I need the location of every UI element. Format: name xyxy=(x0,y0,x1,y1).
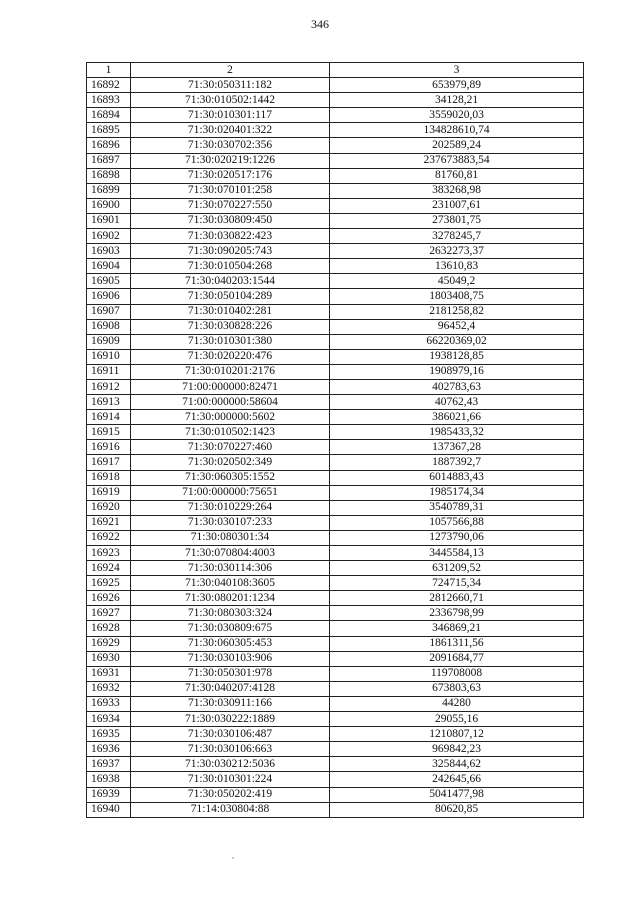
table-row xyxy=(87,108,584,123)
row-number-cell: 16915 xyxy=(87,425,131,440)
table-row xyxy=(87,229,584,244)
row-number-cell: 16922 xyxy=(87,530,131,545)
table-row xyxy=(87,395,584,410)
cadastral-number-cell: 71:30:020517:176 xyxy=(131,168,330,183)
table-row xyxy=(87,364,584,379)
row-number-cell: 16892 xyxy=(87,78,131,93)
cadastral-value-cell: 1273790,06 xyxy=(330,530,584,545)
row-number-cell: 16895 xyxy=(87,123,131,138)
table-row xyxy=(87,561,584,576)
row-number-cell: 16916 xyxy=(87,440,131,455)
cadastral-number-cell: 71:30:010402:281 xyxy=(131,304,330,319)
cadastral-number-cell: 71:30:070227:460 xyxy=(131,440,330,455)
table-row xyxy=(87,289,584,304)
row-number-cell: 16930 xyxy=(87,651,131,666)
cadastral-number-cell: 71:30:020502:349 xyxy=(131,455,330,470)
cadastral-value-cell: 3559020,03 xyxy=(330,108,584,123)
cadastral-number-cell: 71:30:070804:4003 xyxy=(131,546,330,561)
cadastral-value-cell: 202589,24 xyxy=(330,138,584,153)
row-number-cell: 16910 xyxy=(87,349,131,364)
row-number-cell: 16904 xyxy=(87,259,131,274)
table-row xyxy=(87,666,584,681)
table-row xyxy=(87,379,584,394)
page-number: 346 xyxy=(311,17,329,31)
cadastral-number-cell: 71:30:030809:675 xyxy=(131,621,330,636)
table-row xyxy=(87,787,584,802)
column-header-2: 2 xyxy=(131,63,330,78)
cadastral-value-cell: 631209,52 xyxy=(330,561,584,576)
table-row xyxy=(87,440,584,455)
row-number-cell: 16936 xyxy=(87,742,131,757)
table-row xyxy=(87,470,584,485)
cadastral-value-cell: 3278245,7 xyxy=(330,229,584,244)
table-row xyxy=(87,606,584,621)
cadastral-number-cell: 71:30:030106:663 xyxy=(131,742,330,757)
row-number-cell: 16912 xyxy=(87,379,131,394)
row-number-cell: 16902 xyxy=(87,229,131,244)
table-row xyxy=(87,681,584,696)
row-number-cell: 16909 xyxy=(87,334,131,349)
table-row xyxy=(87,153,584,168)
cadastral-value-cell: 1210807,12 xyxy=(330,727,584,742)
row-number-cell: 16919 xyxy=(87,485,131,500)
cadastral-value-cell: 34128,21 xyxy=(330,93,584,108)
cadastral-number-cell: 71:30:030809:450 xyxy=(131,213,330,228)
table-row xyxy=(87,198,584,213)
row-number-cell: 16906 xyxy=(87,289,131,304)
row-number-cell: 16896 xyxy=(87,138,131,153)
table-row xyxy=(87,712,584,727)
row-number-cell: 16914 xyxy=(87,410,131,425)
cadastral-value-cell: 119708008 xyxy=(330,666,584,681)
cadastral-value-cell: 2632273,37 xyxy=(330,244,584,259)
cadastral-value-cell: 1887392,7 xyxy=(330,455,584,470)
row-number-cell: 16929 xyxy=(87,636,131,651)
cadastral-value-cell: 29055,16 xyxy=(330,712,584,727)
cadastral-value-cell: 1985433,32 xyxy=(330,425,584,440)
table-row xyxy=(87,651,584,666)
table-row xyxy=(87,304,584,319)
row-number-cell: 16924 xyxy=(87,561,131,576)
table-row xyxy=(87,636,584,651)
cadastral-value-cell: 2336798,99 xyxy=(330,606,584,621)
row-number-cell: 16927 xyxy=(87,606,131,621)
row-number-cell: 16920 xyxy=(87,500,131,515)
column-header-3: 3 xyxy=(330,63,584,78)
row-number-cell: 16894 xyxy=(87,108,131,123)
cadastral-value-cell: 231007,61 xyxy=(330,198,584,213)
row-number-cell: 16921 xyxy=(87,515,131,530)
table-row xyxy=(87,742,584,757)
cadastral-number-cell: 71:30:060305:1552 xyxy=(131,470,330,485)
row-number-cell: 16913 xyxy=(87,395,131,410)
cadastral-number-cell: 71:30:000000:5602 xyxy=(131,410,330,425)
cadastral-value-cell: 3445584,13 xyxy=(330,546,584,561)
cadastral-number-cell: 71:30:030911:166 xyxy=(131,696,330,711)
cadastral-number-cell: 71:00:000000:82471 xyxy=(131,379,330,394)
row-number-cell: 16926 xyxy=(87,591,131,606)
cadastral-number-cell: 71:30:020219:1226 xyxy=(131,153,330,168)
cadastral-value-cell: 346869,21 xyxy=(330,621,584,636)
cadastral-number-cell: 71:30:090205:743 xyxy=(131,244,330,259)
row-number-cell: 16898 xyxy=(87,168,131,183)
cadastral-number-cell: 71:30:010502:1423 xyxy=(131,425,330,440)
row-number-cell: 16928 xyxy=(87,621,131,636)
row-number-cell: 16932 xyxy=(87,681,131,696)
row-number-cell: 16940 xyxy=(87,802,131,817)
table-row xyxy=(87,244,584,259)
cadastral-number-cell: 71:00:000000:75651 xyxy=(131,485,330,500)
cadastral-value-cell: 96452,4 xyxy=(330,319,584,334)
row-number-cell: 16937 xyxy=(87,757,131,772)
cadastral-number-cell: 71:30:020220:476 xyxy=(131,349,330,364)
table-row xyxy=(87,78,584,93)
table-row xyxy=(87,500,584,515)
table-row xyxy=(87,259,584,274)
row-number-cell: 16923 xyxy=(87,546,131,561)
row-number-cell: 16934 xyxy=(87,712,131,727)
row-number-cell: 16938 xyxy=(87,772,131,787)
cadastral-number-cell: 71:30:080201:1234 xyxy=(131,591,330,606)
cadastral-value-cell: 44280 xyxy=(330,696,584,711)
cadastral-value-cell: 2181258,82 xyxy=(330,304,584,319)
cadastral-value-cell: 40762,43 xyxy=(330,395,584,410)
table-row xyxy=(87,168,584,183)
cadastral-value-cell: 1861311,56 xyxy=(330,636,584,651)
row-number-cell: 16908 xyxy=(87,319,131,334)
cadastral-number-cell: 71:30:030822:423 xyxy=(131,229,330,244)
cadastral-number-cell: 71:30:010229:264 xyxy=(131,500,330,515)
cadastral-value-cell: 325844,62 xyxy=(330,757,584,772)
table-row xyxy=(87,591,584,606)
row-number-cell: 16893 xyxy=(87,93,131,108)
cadastral-number-cell: 71:30:050202:419 xyxy=(131,787,330,802)
row-number-cell: 16905 xyxy=(87,274,131,289)
cadastral-number-cell: 71:30:030212:5036 xyxy=(131,757,330,772)
table-body xyxy=(87,78,584,818)
cadastral-value-cell: 1985174,34 xyxy=(330,485,584,500)
cadastral-number-cell: 71:00:000000:58604 xyxy=(131,395,330,410)
row-number-cell: 16939 xyxy=(87,787,131,802)
scan-speck xyxy=(232,857,234,859)
cadastral-value-cell: 386021,66 xyxy=(330,410,584,425)
table-row xyxy=(87,757,584,772)
cadastral-value-cell: 402783,63 xyxy=(330,379,584,394)
row-number-cell: 16933 xyxy=(87,696,131,711)
cadastral-number-cell: 71:30:040207:4128 xyxy=(131,681,330,696)
row-number-cell: 16917 xyxy=(87,455,131,470)
cadastral-number-cell: 71:30:020401:322 xyxy=(131,123,330,138)
cadastral-value-cell: 45049,2 xyxy=(330,274,584,289)
table-row xyxy=(87,123,584,138)
row-number-cell: 16901 xyxy=(87,213,131,228)
table-row xyxy=(87,576,584,591)
table-header-row xyxy=(87,63,584,78)
cadastral-number-cell: 71:30:030828:226 xyxy=(131,319,330,334)
cadastral-value-cell: 1908979,16 xyxy=(330,364,584,379)
table-row xyxy=(87,802,584,817)
table-row xyxy=(87,727,584,742)
cadastral-value-cell: 13610,83 xyxy=(330,259,584,274)
cadastral-value-cell: 137367,28 xyxy=(330,440,584,455)
table-row xyxy=(87,515,584,530)
cadastral-number-cell: 71:30:050104:289 xyxy=(131,289,330,304)
cadastral-number-cell: 71:30:070227:550 xyxy=(131,198,330,213)
table-row xyxy=(87,621,584,636)
cadastral-number-cell: 71:30:060305:453 xyxy=(131,636,330,651)
cadastral-number-cell: 71:30:040203:1544 xyxy=(131,274,330,289)
table-row xyxy=(87,93,584,108)
table-row xyxy=(87,425,584,440)
cadastral-value-cell: 969842,23 xyxy=(330,742,584,757)
table-row xyxy=(87,213,584,228)
cadastral-value-cell: 673803,63 xyxy=(330,681,584,696)
table-row xyxy=(87,319,584,334)
table-row xyxy=(87,410,584,425)
cadastral-value-cell: 6014883,43 xyxy=(330,470,584,485)
row-number-cell: 16911 xyxy=(87,364,131,379)
table-row xyxy=(87,183,584,198)
cadastral-value-table xyxy=(86,62,584,818)
cadastral-number-cell: 71:30:010504:268 xyxy=(131,259,330,274)
cadastral-value-cell: 242645,66 xyxy=(330,772,584,787)
cadastral-number-cell: 71:30:040108:3605 xyxy=(131,576,330,591)
cadastral-value-cell: 3540789,31 xyxy=(330,500,584,515)
cadastral-number-cell: 71:30:080303:324 xyxy=(131,606,330,621)
cadastral-number-cell: 71:30:010301:117 xyxy=(131,108,330,123)
table-row xyxy=(87,349,584,364)
table-row xyxy=(87,334,584,349)
table-row xyxy=(87,546,584,561)
cadastral-value-cell: 653979,89 xyxy=(330,78,584,93)
cadastral-number-cell: 71:30:010301:380 xyxy=(131,334,330,349)
cadastral-number-cell: 71:30:030107:233 xyxy=(131,515,330,530)
cadastral-value-cell: 80620,85 xyxy=(330,802,584,817)
row-number-cell: 16925 xyxy=(87,576,131,591)
cadastral-value-cell: 66220369,02 xyxy=(330,334,584,349)
table-row xyxy=(87,455,584,470)
row-number-cell: 16903 xyxy=(87,244,131,259)
cadastral-value-cell: 724715,34 xyxy=(330,576,584,591)
cadastral-number-cell: 71:30:070101:258 xyxy=(131,183,330,198)
cadastral-number-cell: 71:30:030103:906 xyxy=(131,651,330,666)
table-row xyxy=(87,485,584,500)
row-number-cell: 16918 xyxy=(87,470,131,485)
cadastral-number-cell: 71:30:030114:306 xyxy=(131,561,330,576)
cadastral-value-cell: 2812660,71 xyxy=(330,591,584,606)
cadastral-number-cell: 71:30:030702:356 xyxy=(131,138,330,153)
cadastral-value-cell: 81760,81 xyxy=(330,168,584,183)
cadastral-value-cell: 383268,98 xyxy=(330,183,584,198)
table-row xyxy=(87,772,584,787)
cadastral-value-cell: 134828610,74 xyxy=(330,123,584,138)
cadastral-number-cell: 71:30:010502:1442 xyxy=(131,93,330,108)
row-number-cell: 16935 xyxy=(87,727,131,742)
cadastral-number-cell: 71:30:030106:487 xyxy=(131,727,330,742)
cadastral-number-cell: 71:30:010201:2176 xyxy=(131,364,330,379)
cadastral-number-cell: 71:30:080301:34 xyxy=(131,530,330,545)
cadastral-number-cell: 71:30:010301:224 xyxy=(131,772,330,787)
cadastral-value-cell: 1938128,85 xyxy=(330,349,584,364)
row-number-cell: 16900 xyxy=(87,198,131,213)
cadastral-number-cell: 71:30:030222:1889 xyxy=(131,712,330,727)
cadastral-number-cell: 71:30:050311:182 xyxy=(131,78,330,93)
row-number-cell: 16931 xyxy=(87,666,131,681)
row-number-cell: 16899 xyxy=(87,183,131,198)
table-row xyxy=(87,274,584,289)
column-header-1: 1 xyxy=(87,63,131,78)
cadastral-value-cell: 273801,75 xyxy=(330,213,584,228)
row-number-cell: 16907 xyxy=(87,304,131,319)
cadastral-value-cell: 2091684,77 xyxy=(330,651,584,666)
table-row xyxy=(87,696,584,711)
table-row xyxy=(87,138,584,153)
cadastral-value-cell: 5041477,98 xyxy=(330,787,584,802)
cadastral-value-cell: 1057566,88 xyxy=(330,515,584,530)
cadastral-value-cell: 1803408,75 xyxy=(330,289,584,304)
cadastral-number-cell: 71:30:050301:978 xyxy=(131,666,330,681)
cadastral-number-cell: 71:14:030804:88 xyxy=(131,802,330,817)
table-row xyxy=(87,530,584,545)
row-number-cell: 16897 xyxy=(87,153,131,168)
cadastral-value-cell: 237673883,54 xyxy=(330,153,584,168)
